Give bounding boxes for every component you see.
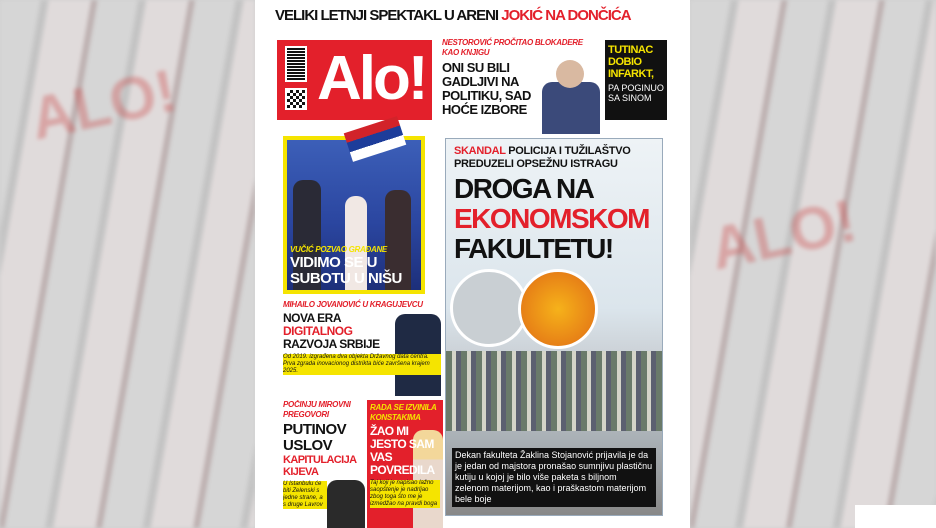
- vucic-kicker: VUČIĆ POZVAO GRAĐANE: [290, 245, 387, 254]
- rada-headline: ŽAO MI JESTO SAM VAS POVREDILA: [370, 424, 435, 477]
- mihailo-summary: Od 2019. izgrađena dva objekta Državnog data centra. Prva zgrada inovacionog distrikta biće završena krajem 2025.: [283, 354, 441, 375]
- putin-subheadline: KAPITULACIJA KIJEVA: [283, 454, 357, 478]
- nestorovic-photo: [542, 82, 600, 134]
- main-kicker-rest: POLICIJA I TUŽILAŠTVO: [508, 145, 631, 157]
- main-story[interactable]: [445, 138, 663, 516]
- blurred-background-left: ALO!: [0, 0, 255, 528]
- package-photo-circle: [518, 269, 598, 349]
- top-banner: [275, 7, 675, 25]
- newspaper-cover: [255, 0, 690, 528]
- tutinac-story[interactable]: [605, 40, 667, 120]
- mihailo-headline-c: RAZVOJA SRBIJE: [283, 337, 380, 351]
- corner-panel: [855, 505, 936, 528]
- putin-summary: U Istanbulu će biti Zelenski s jedne strane, a s druge Lavrov: [283, 481, 327, 509]
- main-kicker: SKANDAL: [454, 145, 506, 157]
- nestorovic-face: [556, 60, 584, 88]
- barcode-icon: [285, 46, 307, 82]
- blurred-background-right: ALO!: [690, 0, 936, 528]
- tutinac-sub: PA POGINUO SA SINOM: [608, 83, 664, 103]
- rada-story[interactable]: [367, 400, 443, 528]
- top-banner-highlight: JOKIĆ NA DONČIĆA: [501, 7, 631, 24]
- mihailo-headline-b: DIGITALNOG: [283, 324, 353, 338]
- top-banner-text: VELIKI LETNJI SPEKTAKL U ARENI: [275, 7, 499, 24]
- masthead-logo[interactable]: [277, 40, 432, 120]
- main-caption: [452, 448, 656, 507]
- mihailo-headline-a: NOVA ERA: [283, 311, 341, 325]
- protest-photo: [446, 351, 662, 431]
- nestorovic-story[interactable]: [442, 38, 600, 134]
- rada-kicker: RADA SE IZVINILA KONSTAKIMA: [370, 403, 437, 422]
- vucic-headline: VIDIMO SE U SUBOTU U NIŠU: [290, 254, 402, 287]
- main-headline-line2: EKONOMSKOM: [454, 203, 649, 234]
- mihailo-story[interactable]: [283, 300, 441, 396]
- qr-code-icon: [285, 88, 307, 110]
- serbian-flag: [344, 116, 407, 162]
- zelensky-photo: [327, 480, 365, 528]
- tutinac-headline: TUTINAC DOBIO INFARKT,: [608, 44, 654, 80]
- putin-headline: PUTINOV USLOV: [283, 421, 347, 454]
- main-kicker-line2: PREDUZELI OPSEŽNU ISTRAGU: [454, 158, 618, 170]
- vucic-story[interactable]: [283, 136, 425, 294]
- rada-summary: Taj koji je napisao lažno saopštenje je nadrljao zbog toga što me je izmedžao na pravdi boga: [370, 480, 440, 508]
- main-headline-line3: FAKULTETU!: [454, 233, 613, 264]
- main-caption-text: Dekan fakulteta Žaklina Stojanović prijavila je da je jedan od majstora pronašao sumnjivu plastičnu kutiju u kojoj je bilo više paketa s biljnom zelenom materijom, kao i praškastom materijom bele boje: [455, 450, 653, 504]
- logo-text: Alo!: [317, 44, 426, 113]
- nestorovic-kicker: NESTOROVIĆ PROČITAO BLOKADERE KAO KNJIGU: [442, 38, 583, 57]
- main-headline-line1: DROGA NA: [454, 173, 594, 204]
- nestorovic-headline: ONI SU BILI GADLJIVI NA POLITIKU, SAD HOĆE IZBORE: [442, 60, 531, 117]
- mihailo-kicker: MIHAILO JOVANOVIĆ U KRAGUJEVCU: [283, 300, 423, 309]
- evidence-photo-circle: [450, 269, 528, 347]
- putin-story[interactable]: [283, 400, 365, 528]
- putin-kicker: POČINJU MIROVNI PREGOVORI: [283, 400, 351, 419]
